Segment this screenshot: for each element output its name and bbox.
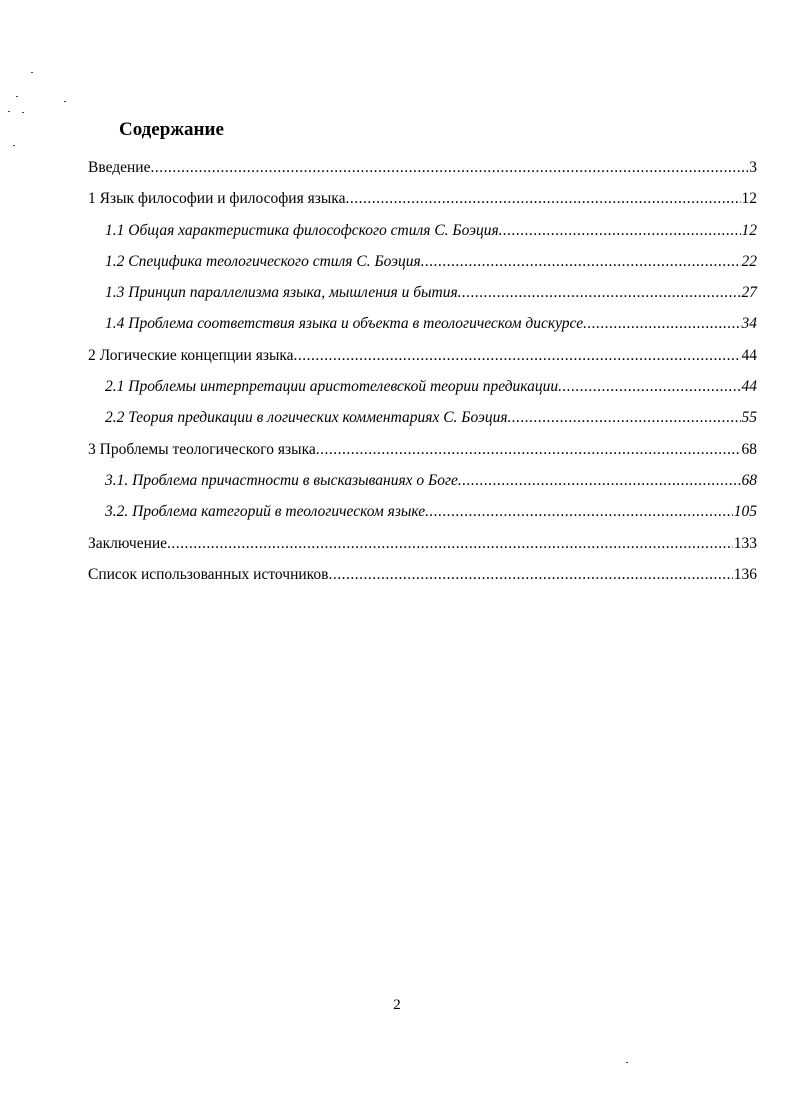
dot-leader <box>499 215 741 246</box>
dot-leader <box>150 152 748 183</box>
toc-entry-text: 1.2 Специфика теологического стиля С. Боэция <box>105 252 421 270</box>
dot-leader <box>345 183 740 214</box>
page-number: 2 <box>393 997 401 1013</box>
toc-entry-page: 68 <box>741 440 757 458</box>
dot-leader <box>558 371 740 402</box>
toc-entry-page: 22 <box>741 252 757 270</box>
toc-entry-page: 34 <box>741 315 757 333</box>
toc-entry-section-1-3[interactable] <box>88 277 757 308</box>
dot-leader <box>328 559 732 590</box>
dot-leader <box>458 277 741 308</box>
toc-entry-section-3-1[interactable] <box>88 465 757 496</box>
dot-leader <box>583 308 740 339</box>
scan-speck <box>8 111 10 112</box>
dot-leader <box>508 402 741 433</box>
toc-entry-page: 27 <box>741 284 757 302</box>
toc-entry-chapter-1[interactable] <box>88 183 757 214</box>
toc-entry-text: 1 Язык философии и философия языка <box>88 190 346 208</box>
toc-entry-text: 1.4 Проблема соответствия языка и объекта в теологическом дискурсе <box>105 315 584 333</box>
toc-entry-section-2-2[interactable] <box>88 402 757 433</box>
toc-entry-text: 3.2. Проблема категорий в теологическом языке <box>105 503 426 521</box>
dot-leader <box>425 496 733 527</box>
toc-entry-conclusion[interactable] <box>88 528 757 559</box>
scan-speck <box>22 112 24 113</box>
dot-leader <box>294 340 741 371</box>
toc-entry-page: 55 <box>741 409 757 427</box>
toc-entry-text: 3.1. Проблема причастности в высказываниях о Боге <box>105 471 458 489</box>
scan-speck <box>13 145 15 146</box>
toc-entry-page: 105 <box>733 503 757 521</box>
table-of-contents <box>88 152 757 590</box>
toc-entry-page: 44 <box>741 346 757 364</box>
toc-entry-page: 136 <box>733 565 757 583</box>
scan-speck <box>626 1062 628 1063</box>
scan-speck <box>31 72 33 73</box>
toc-entry-page: 12 <box>741 221 757 239</box>
toc-entry-text: 1.3 Принцип параллелизма языка, мышления и бытия <box>105 284 458 302</box>
toc-entry-text: 2 Логические концепции языка <box>88 346 294 364</box>
dot-leader <box>167 528 733 559</box>
toc-entry-text: 2.2 Теория предикации в логических комментариях С. Боэция <box>105 409 508 427</box>
scan-speck <box>64 101 66 102</box>
toc-entry-page: 12 <box>741 190 757 208</box>
dot-leader <box>458 465 741 496</box>
toc-entry-text: 1.1 Общая характеристика философского стиля С. Боэция <box>105 221 499 239</box>
page-title: Содержание <box>119 119 224 140</box>
toc-entry-page: 133 <box>733 534 757 552</box>
dot-leader <box>316 434 741 465</box>
dot-leader <box>421 246 741 277</box>
toc-entry-section-2-1[interactable] <box>88 371 757 402</box>
toc-entry-references[interactable] <box>88 559 757 590</box>
toc-entry-text: 2.1 Проблемы интерпретации аристотелевской теории предикации <box>105 378 559 396</box>
toc-entry-introduction[interactable] <box>88 152 757 183</box>
toc-entry-text: Список использованных источников <box>88 565 329 583</box>
toc-entry-section-3-2[interactable] <box>88 496 757 527</box>
toc-entry-page: 68 <box>741 471 757 489</box>
toc-entry-text: Заключение <box>88 534 168 552</box>
scan-speck <box>16 96 18 97</box>
toc-entry-section-1-1[interactable] <box>88 215 757 246</box>
toc-entry-section-1-2[interactable] <box>88 246 757 277</box>
toc-entry-chapter-2[interactable] <box>88 340 757 371</box>
toc-entry-page: 44 <box>741 378 757 396</box>
toc-entry-text: Введение <box>88 159 151 176</box>
toc-entry-text: 3 Проблемы теологического языка <box>88 440 316 458</box>
toc-entry-section-1-4[interactable] <box>88 308 757 339</box>
toc-entry-chapter-3[interactable] <box>88 434 757 465</box>
toc-entry-page: 3 <box>749 159 757 176</box>
